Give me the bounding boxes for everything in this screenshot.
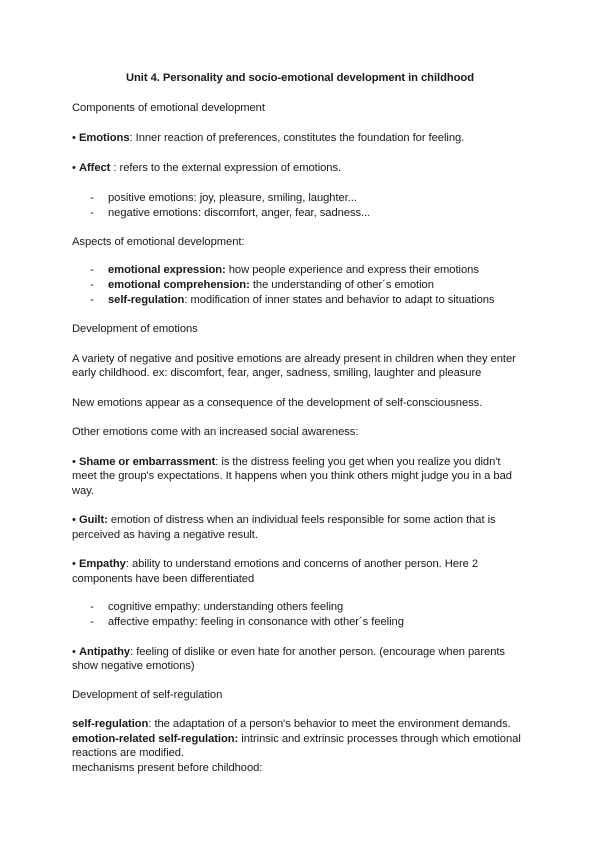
paragraph-guilt-line-2: perceived as having a negative result. [72,529,258,541]
paragraph-mechanisms: mechanisms present before childhood: [72,762,263,774]
definition-empathy: : ability to understand emotions and concerns of another person. Here 2 [125,558,479,570]
paragraph-empathy-line-2: components have been differentiated [72,573,255,585]
term-self-regulation-def: self-regulation [72,718,149,730]
definition-emotional-expression: how people experience and express their emotions [225,264,479,276]
list-item-negative-emotions: negative emotions: discomfort, anger, fear, sadness... [108,207,371,219]
paragraph-shame-line-3: way. [72,485,94,497]
paragraph-shame-line-1 [72,455,500,469]
definition-self-regulation-def: : the adaptation of a person's behavior to meet the environment demands. [148,718,511,730]
list-item-emotional-comprehension [108,278,434,292]
term-emotional-comprehension: emotional comprehension: [108,279,250,291]
bullet: • [72,132,76,144]
list-item-self-regulation [108,293,494,307]
section-heading-self-regulation: Development of self-regulation [72,689,223,701]
list-item-emotional-expression [108,263,479,277]
definition-affect: : refers to the external expression of emotions. [110,162,342,174]
list-dash: - [90,207,94,219]
bullet: • [72,514,76,526]
definition-guilt: emotion of distress when an individual feels responsible for some action that is [107,514,496,526]
paragraph-self-regulation [72,717,511,731]
term-empathy: Empathy [78,558,126,570]
term-emotional-expression: emotional expression: [108,264,226,276]
list-dash: - [90,192,94,204]
paragraph-emotion-related-line-1 [72,732,521,746]
definition-shame: : is the distress feeling you get when you realize you didn't [215,456,501,468]
paragraph-emotion-related-line-2: reactions are modified. [72,747,185,759]
list-dash: - [90,601,94,613]
definition-emotions: : Inner reaction of preferences, constitutes the foundation for feeling. [129,132,465,144]
definition-self-regulation: : modification of inner states and behavior to adapt to situations [184,294,495,306]
term-self-regulation: self-regulation [108,294,185,306]
bullet: • [72,162,76,174]
bullet: • [72,456,76,468]
bullet: • [72,646,76,658]
paragraph-variety-line-1: A variety of negative and positive emotions are already present in children when they enter [72,353,516,365]
term-shame: Shame or embarrassment [78,456,216,468]
term-affect: Affect [78,162,111,174]
section-heading-development-of-emotions: Development of emotions [72,323,198,335]
term-antipathy: Antipathy [78,646,131,658]
definition-emotional-comprehension: the understanding of other´s emotion [249,279,434,291]
paragraph-new-emotions: New emotions appear as a consequence of the development of self-consciousness. [72,397,483,409]
list-item-affective-empathy: affective empathy: feeling in consonance with other´s feeling [108,616,404,628]
bullet: • [72,558,76,570]
list-dash: - [90,264,94,276]
list-dash: - [90,294,94,306]
list-item-cognitive-empathy: cognitive empathy: understanding others feeling [108,601,344,613]
section-heading-aspects: Aspects of emotional development: [72,236,245,248]
section-heading-components: Components of emotional development [72,102,265,114]
list-dash: - [90,616,94,628]
paragraph-affect [72,161,341,175]
paragraph-variety-line-2: early childhood. ex: discomfort, fear, anger, sadness, smiling, laughter and pleasure [72,367,482,379]
term-guilt: Guilt: [78,514,108,526]
definition-antipathy: : feeling of dislike or even hate for another person. (encourage when parents [130,646,505,658]
paragraph-shame-line-2: meet the group's expectations. It happens when you think others might judge you in a bad [72,470,512,482]
paragraph-emotions [72,131,464,145]
list-dash: - [90,279,94,291]
list-item-positive-emotions: positive emotions: joy, pleasure, smiling, laughter... [108,192,357,204]
term-emotions: Emotions [78,132,130,144]
term-emotion-related-self-regulation: emotion-related self-regulation: [72,733,239,745]
document-title: Unit 4. Personality and socio-emotional development in childhood [125,72,474,84]
paragraph-empathy-line-1 [72,557,478,571]
paragraph-guilt-line-1 [72,513,496,527]
paragraph-antipathy-line-2: show negative emotions) [72,660,195,672]
paragraph-antipathy-line-1 [72,645,505,659]
paragraph-other-emotions: Other emotions come with an increased social awareness: [72,426,359,438]
definition-emotion-related-self-regulation: intrinsic and extrinsic processes through which emotional [238,733,521,745]
